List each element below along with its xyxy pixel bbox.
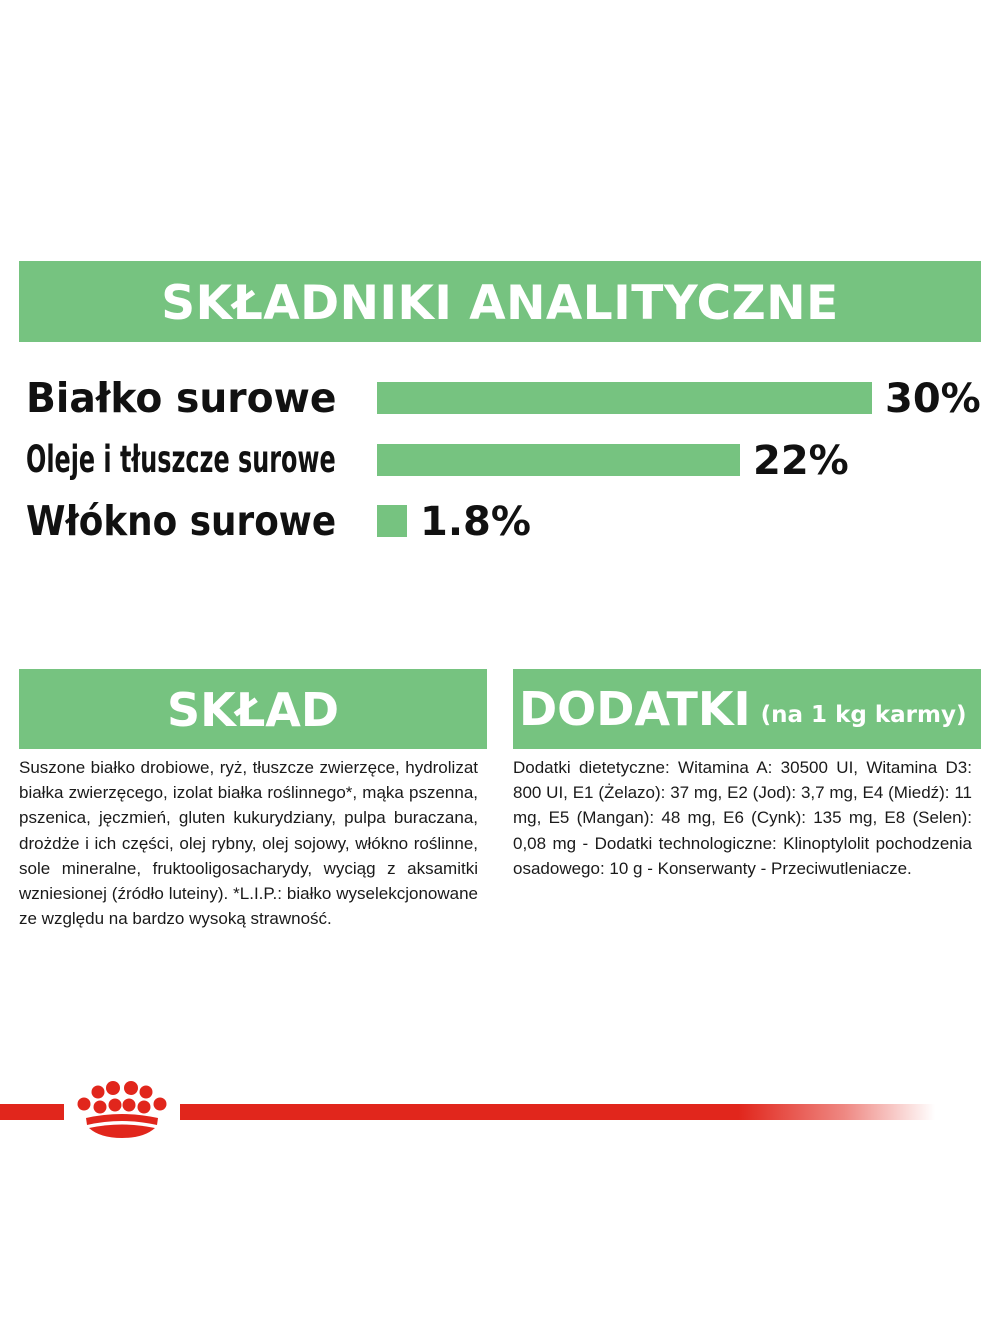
additives-header [513, 669, 981, 749]
additives-text: Dodatki dietetyczne: Witamina A: 30500 UI, Witamina D3: 800 UI, E1 (Żelazo): 37 mg, E2 (Jod): 3,7 mg, E4 (Miedź): 11 mg, E5 (Mangan): 48 mg, E6 (Cynk): 135 mg, E8 (Selen): 0,08 mg - Dodatki technologiczne: Klinoptylolit pochodzenia osadowego: 10 g - Konserwanty - Przeciwutleniacze. [513, 758, 972, 878]
royal-canin-crown-icon [64, 1080, 180, 1140]
additives-subtitle: (na 1 kg karmy) [760, 702, 967, 728]
analytic-row-label: Białko surowe [26, 374, 337, 422]
analytic-row-label: Włókno surowe [26, 497, 337, 545]
brand-stripe-right [180, 1104, 935, 1120]
analytic-constituents-title: SKŁADNIKI ANALITYCZNE [161, 276, 839, 331]
analytic-row-fibre [0, 493, 1000, 549]
analytic-bar [377, 382, 872, 414]
analytic-bar [377, 444, 740, 476]
analytic-row-label: Oleje i tłuszcze surowe [26, 438, 336, 481]
analytic-row-value: 22% [753, 438, 849, 484]
analytic-row-value: 1.8% [420, 499, 531, 545]
analytic-row-fat [0, 432, 1000, 488]
analytic-bar [377, 505, 407, 537]
analytic-row-protein [0, 370, 1000, 426]
composition-title: SKŁAD [166, 683, 340, 737]
composition-text: Suszone białko drobiowe, ryż, tłuszcze zwierzęce, hydrolizat białka zwierzęcego, izolat białka roślinnego*, mąka pszenna, pszenica, jęczmień, gluten kukurydziany, pulpa buraczana, drożdże i ich części, olej rybny, olej sojowy, włókno roślinne, sole mineralne, fruktooligosacharydy, wyciąg z aksamitki wzniesionej (źródło luteiny). *L.I.P.: białko wyselekcjonowane ze względu na bardzo wysoką strawność. [19, 758, 478, 929]
additives-title: DODATKI [519, 682, 751, 736]
brand-stripe-left [0, 1104, 64, 1120]
analytic-constituents-header [19, 261, 981, 342]
composition-header [19, 669, 487, 749]
analytic-row-value: 30% [885, 376, 981, 422]
